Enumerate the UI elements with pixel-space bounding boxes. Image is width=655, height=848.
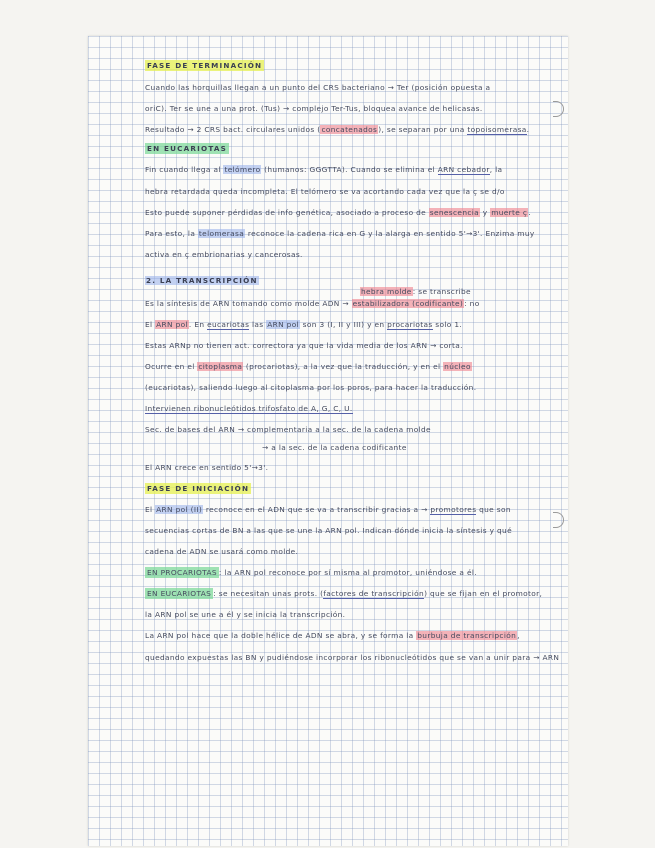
text-line: EN EUCARIOTAS : se necesitan unas prots. (factores de transcripción) que se fijan en el promotor,	[147, 589, 543, 598]
text-line: cadena de ADN se usará como molde.	[145, 547, 299, 556]
text-line: Esto puede suponer pérdidas de info genética, asociado a proceso de senescencia y muerte ç.	[145, 208, 532, 217]
heading-en-eucariotas: EN EUCARIOTAS	[147, 144, 228, 153]
heading-fase-iniciacion: FASE DE INICIACIÓN	[147, 484, 250, 493]
text-line: La ARN pol hace que la doble hélice de ADN se abra, y se forma la burbuja de transcripción,	[145, 631, 520, 640]
text-line: Para esto, la telomerasa reconoce la cadena rica en G y la alarga en sentido 5'→3'. Enzima muy	[145, 229, 535, 238]
text-line: El ARN pol. En eucariotas las ARN pol son 3 (I, II y III) y en procariotas solo 1.	[145, 320, 463, 329]
text-line: Intervienen ribonucleótidos trifosfato de A, G, C, U.	[145, 404, 353, 413]
text-line: Cuando las horquillas llegan a un punto del CRS bacteriano → Ter (posición opuesta a	[145, 83, 491, 92]
text-line: oriC). Ter se une a una prot. (Tus) → complejo Ter-Tus, bloquea avance de helicasas.	[145, 104, 483, 113]
text-line: Es la síntesis de ARN tomando como molde ADN → estabilizadora (codificante): no	[145, 299, 480, 308]
text-line: hebra retardada queda incompleta. El telómero se va acortando cada vez que la ç se d/o	[145, 187, 505, 196]
note-hebra-molde: hebra molde: se transcribe	[361, 287, 471, 296]
text-line: → a la sec. de la cadena codificante	[262, 443, 407, 452]
heading-fase-terminacion: FASE DE TERMINACIÓN	[147, 61, 263, 70]
text-line: quedando expuestas las BN y pudiéndose incorporar los ribonucleótidos que se van a unir para → ARN	[145, 653, 560, 662]
text-line: Estas ARNp no tienen act. correctora ya que la vida media de los ARN → corta.	[145, 341, 463, 350]
text-line: (eucariotas), saliendo luego al citoplasma por los poros, para hacer la traducción.	[145, 383, 477, 392]
text-line: Resultado → 2 CRS bact. circulares unidos (concatenados), se separan por una topoisomerasa.	[145, 125, 530, 134]
text-line: El ARN pol (II) reconoce en el ADN que se va a transcribir gracias a → promotores que son	[145, 505, 511, 514]
heading-la-transcripcion: 2. LA TRANSCRIPCIÓN	[146, 276, 258, 285]
grid-paper-sheet	[88, 36, 568, 846]
text-line: Ocurre en el citoplasma (procariotas), a la vez que la traducción, y en el núcleo	[145, 362, 471, 371]
text-line: la ARN pol se une a él y se inicia la transcripción.	[145, 610, 346, 619]
text-line: EN PROCARIOTAS : la ARN pol reconoce por sí misma al promotor, uniéndose a él.	[147, 568, 477, 577]
text-line: Sec. de bases del ARN → complementaria a la sec. de la cadena molde	[145, 425, 431, 434]
text-line: El ARN crece en sentido 5'→3'.	[145, 463, 269, 472]
text-line: activa en ç embrionarias y cancerosas.	[145, 250, 303, 259]
text-line: secuencias cortas de BN a las que se une la ARN pol. Indican dónde inicia la síntesis y qué	[145, 526, 512, 535]
text-line: Fin cuando llega al telómero (humanos: GGGTTA). Cuando se elimina el ARN cebador, la	[145, 165, 503, 174]
